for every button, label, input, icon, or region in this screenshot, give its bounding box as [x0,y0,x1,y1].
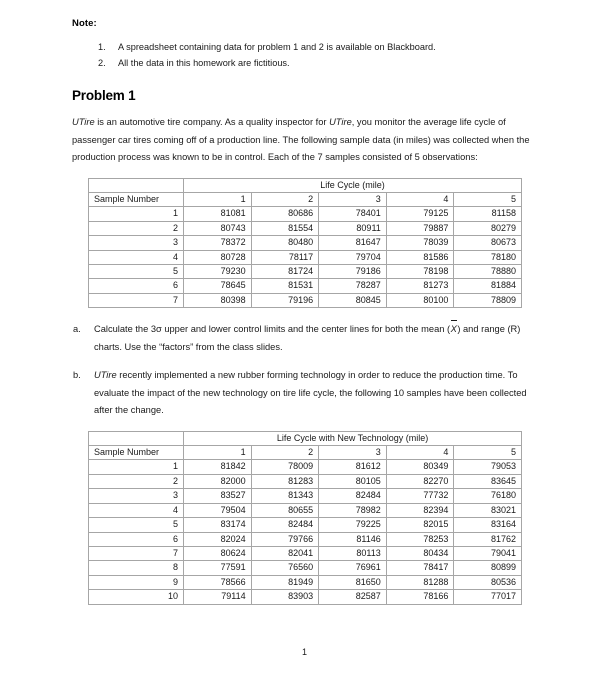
sample-number-cell: 10 [89,590,184,604]
sample-number-cell: 1 [89,460,184,474]
data-cell: 77017 [454,590,522,604]
table-row [89,460,522,474]
note-list-item: All the data in this homework are fictitious. [118,58,290,68]
data-cell: 80279 [454,221,522,235]
item-b-text: recently implemented a new rubber forming technology in order to reduce the production time. To evaluate the impact of the new technology on tire life cycle, the following 10 samples have been collected after the change. [94,370,527,416]
note-list [72,39,537,71]
data-cell: 78166 [386,590,454,604]
data-cell: 80113 [319,546,387,560]
data-cell: 80434 [386,546,454,560]
data-cell: 78253 [386,532,454,546]
observation-header: 5 [454,192,522,206]
observation-header: 4 [386,446,454,460]
question-item-a [72,321,537,356]
table-row [89,474,522,488]
data-cell: 79230 [184,264,252,278]
table-row [89,518,522,532]
data-cell: 82587 [319,590,387,604]
data-cell: 80624 [184,546,252,560]
table-row [89,489,522,503]
data-cell: 81146 [319,532,387,546]
data-cell: 79114 [184,590,252,604]
data-cell: 79704 [319,250,387,264]
data-cell: 78645 [184,279,252,293]
intro-paragraph [72,114,537,167]
data-cell: 80105 [319,474,387,488]
table-corner-cell [89,431,184,445]
company-name-italic: UTire [329,117,352,127]
data-cell: 80743 [184,221,252,235]
data-cell: 82484 [251,518,319,532]
observation-header: 2 [251,446,319,460]
observation-header: 4 [386,192,454,206]
observation-header: 5 [454,446,522,460]
sample-number-header: Sample Number [89,446,184,460]
sample-number-cell: 3 [89,236,184,250]
sample-number-header: Sample Number [89,192,184,206]
sample-number-cell: 6 [89,532,184,546]
data-cell: 80398 [184,293,252,307]
data-cell: 81081 [184,207,252,221]
item-marker: a. [73,324,81,335]
sample-number-cell: 7 [89,546,184,560]
data-cell: 82394 [386,503,454,517]
observation-header: 3 [319,192,387,206]
data-cell: 80655 [251,503,319,517]
note-list-item: A spreadsheet containing data for problem 1 and 2 is available on Blackboard. [118,42,436,52]
data-cell: 76961 [319,561,387,575]
table-row [89,221,522,235]
data-cell: 76180 [454,489,522,503]
data-cell: 79504 [184,503,252,517]
note-heading: Note: [72,18,97,29]
data-cell: 81612 [319,460,387,474]
data-cell: 77591 [184,561,252,575]
data-cell: 80349 [386,460,454,474]
data-cell: 83527 [184,489,252,503]
sample-number-cell: 9 [89,575,184,589]
data-cell: 78566 [184,575,252,589]
problem-heading: Problem 1 [72,88,136,103]
data-cell: 81531 [251,279,319,293]
data-cell: 81762 [454,532,522,546]
data-cell: 79196 [251,293,319,307]
observation-header: 1 [184,192,252,206]
sample-number-cell: 1 [89,207,184,221]
data-cell: 81842 [184,460,252,474]
data-cell: 81884 [454,279,522,293]
data-cell: 78287 [319,279,387,293]
life-cycle-table [88,178,522,309]
data-cell: 83903 [251,590,319,604]
sample-number-cell: 4 [89,250,184,264]
data-cell: 81343 [251,489,319,503]
data-cell: 83174 [184,518,252,532]
new-technology-table [88,431,522,605]
question-item-b [72,367,537,420]
data-cell: 81158 [454,207,522,221]
table-span-title: Life Cycle with New Technology (mile) [184,431,522,445]
intro-text-seg2: is an automotive tire company. As a quality inspector for [94,117,330,127]
data-cell: 81724 [251,264,319,278]
data-cell: 78117 [251,250,319,264]
table-row [89,546,522,560]
sample-number-cell: 7 [89,293,184,307]
table-row [89,575,522,589]
data-cell: 78417 [386,561,454,575]
sample-number-cell: 3 [89,489,184,503]
table-corner-cell [89,178,184,192]
data-cell: 78009 [251,460,319,474]
data-cell: 82484 [319,489,387,503]
question-list [72,321,537,420]
table-title-row [89,431,522,445]
sample-number-cell: 2 [89,474,184,488]
table-header-row [89,192,522,206]
data-cell: 81273 [386,279,454,293]
table-row [89,264,522,278]
data-cell: 78880 [454,264,522,278]
data-cell: 80911 [319,221,387,235]
x-bar-symbol: X [450,321,457,339]
data-cell: 81650 [319,575,387,589]
data-cell: 82024 [184,532,252,546]
item-a-text-before: Calculate the 3σ upper and lower control limits and the center lines for both the mean ( [94,324,451,335]
data-cell: 83164 [454,518,522,532]
data-cell: 83645 [454,474,522,488]
table-row [89,279,522,293]
data-cell: 82041 [251,546,319,560]
observation-header: 2 [251,192,319,206]
data-cell: 79887 [386,221,454,235]
table-row [89,236,522,250]
data-cell: 78198 [386,264,454,278]
data-cell: 78809 [454,293,522,307]
data-cell: 80728 [184,250,252,264]
data-cell: 80845 [319,293,387,307]
table-row [89,250,522,264]
table-row [89,293,522,307]
data-cell: 78039 [386,236,454,250]
data-cell: 81647 [319,236,387,250]
table-header-row [89,446,522,460]
data-cell: 82015 [386,518,454,532]
data-cell: 77732 [386,489,454,503]
data-cell: 79186 [319,264,387,278]
data-cell: 79225 [319,518,387,532]
data-cell: 80899 [454,561,522,575]
sample-number-cell: 8 [89,561,184,575]
sample-number-cell: 5 [89,264,184,278]
data-cell: 79053 [454,460,522,474]
data-cell: 79766 [251,532,319,546]
data-cell: 79041 [454,546,522,560]
data-cell: 81288 [386,575,454,589]
item-marker: b. [73,370,81,381]
table-row [89,207,522,221]
data-cell: 80686 [251,207,319,221]
sample-number-cell: 4 [89,503,184,517]
data-cell: 82270 [386,474,454,488]
table-title-row [89,178,522,192]
observation-header: 1 [184,446,252,460]
observation-header: 3 [319,446,387,460]
data-cell: 78982 [319,503,387,517]
data-cell: 80673 [454,236,522,250]
company-name-italic: UTire [94,370,117,381]
company-name-italic: UTire [72,117,95,127]
page-number: 1 [301,647,307,657]
intro-text-seg4: , you monitor the average life cycle of passenger car tires coming off of a production line. The following sample data (in miles) was collected when the production process was known to be in control. Each of the 7 samples consisted of 5 observations: [72,117,530,162]
table-row [89,532,522,546]
data-cell: 81949 [251,575,319,589]
data-cell: 81586 [386,250,454,264]
table-span-title: Life Cycle (mile) [184,178,522,192]
table-row [89,590,522,604]
data-cell: 79125 [386,207,454,221]
sample-number-cell: 2 [89,221,184,235]
data-cell: 81283 [251,474,319,488]
data-cell: 80100 [386,293,454,307]
data-cell: 78180 [454,250,522,264]
table-row [89,561,522,575]
data-cell: 80536 [454,575,522,589]
data-cell: 80480 [251,236,319,250]
table-row [89,503,522,517]
data-cell: 78372 [184,236,252,250]
item-a-text-after: ) and range (R) charts. Use the “factors” from the class slides. [94,324,521,352]
sample-number-cell: 6 [89,279,184,293]
data-cell: 82000 [184,474,252,488]
sample-number-cell: 5 [89,518,184,532]
data-cell: 83021 [454,503,522,517]
data-cell: 81554 [251,221,319,235]
data-cell: 78401 [319,207,387,221]
data-cell: 76560 [251,561,319,575]
